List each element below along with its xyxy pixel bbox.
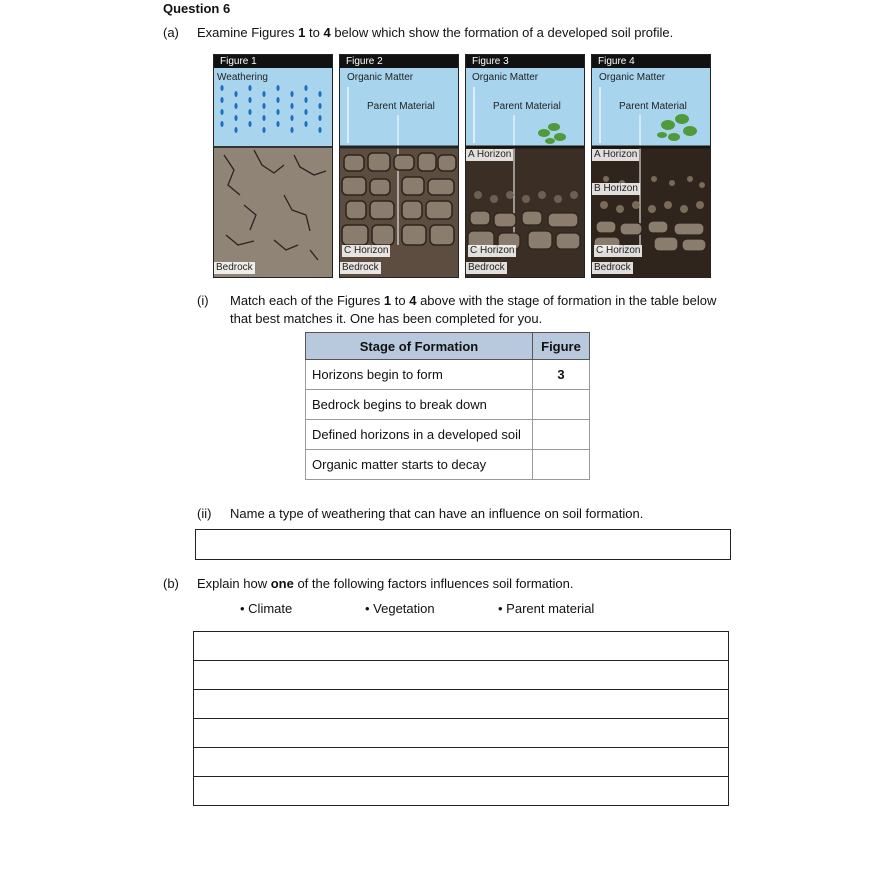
- figure-3-c-horizon-label: C Horizon: [470, 245, 515, 256]
- stage-cell: Horizons begin to form: [306, 360, 533, 390]
- figure-3: [465, 54, 585, 278]
- figure-2-organic-matter-label: Organic Matter: [347, 72, 414, 83]
- factor-parent-material: • Parent material: [498, 601, 595, 616]
- answer-line[interactable]: [194, 690, 728, 719]
- factor-climate: • Climate: [240, 601, 293, 616]
- figure-3-parent-material-label: Parent Material: [493, 101, 561, 112]
- figure-3-organic-matter-label: Organic Matter: [472, 72, 539, 83]
- answer-line[interactable]: [194, 719, 728, 748]
- part-ii-answer-box[interactable]: [195, 529, 731, 560]
- figure-4-bedrock-label: Bedrock: [594, 262, 631, 273]
- figure-1-illustration: [214, 55, 332, 277]
- figure-2: [339, 54, 459, 278]
- part-b-label: (b): [163, 576, 179, 591]
- figure-1-title: Figure 1: [214, 55, 332, 68]
- figure-4-title: Figure 4: [592, 55, 710, 68]
- part-i-label: (i): [197, 293, 209, 308]
- figure-answer-cell[interactable]: [533, 450, 590, 480]
- figure-1-bedrock-label: Bedrock: [216, 262, 253, 273]
- part-a-label: (a): [163, 25, 179, 40]
- figure-1-weathering-label: Weathering: [217, 72, 268, 83]
- figure-3-illustration: [466, 55, 584, 277]
- table-row: [306, 390, 590, 420]
- answer-line[interactable]: [194, 661, 728, 690]
- figure-3-title: Figure 3: [466, 55, 584, 68]
- figure-2-illustration: [340, 55, 458, 277]
- figure-4-a-horizon-label: A Horizon: [594, 149, 638, 160]
- stage-cell: Defined horizons in a developed soil: [306, 420, 533, 450]
- figure-1: [213, 54, 333, 278]
- figure-answer-cell: 3: [533, 360, 590, 390]
- figure-4-c-horizon-label: C Horizon: [596, 245, 641, 256]
- table-header-row: [306, 333, 590, 360]
- figure-4-illustration: [592, 55, 710, 277]
- figure-4-b-horizon-label: B Horizon: [594, 183, 638, 194]
- figure-header: Figure: [533, 333, 590, 360]
- figure-2-c-horizon-label: C Horizon: [344, 245, 389, 256]
- figure-4: [591, 54, 711, 278]
- table-row: [306, 450, 590, 480]
- part-ii-text: Name a type of weathering that can have an influence on soil formation.: [230, 506, 644, 521]
- answer-line[interactable]: [194, 777, 728, 805]
- figure-2-title: Figure 2: [340, 55, 458, 68]
- part-ii-label: (ii): [197, 506, 212, 521]
- stage-header: Stage of Formation: [306, 333, 533, 360]
- stage-cell: Bedrock begins to break down: [306, 390, 533, 420]
- figure-answer-cell[interactable]: [533, 390, 590, 420]
- figure-2-parent-material-label: Parent Material: [367, 101, 435, 112]
- table-row: [306, 360, 590, 390]
- figure-2-bedrock-label: Bedrock: [342, 262, 379, 273]
- stage-table: [305, 332, 590, 480]
- answer-line[interactable]: [194, 632, 728, 661]
- part-b-answer-area: [193, 631, 729, 806]
- figure-4-parent-material-label: Parent Material: [619, 101, 687, 112]
- question-title: Question 6: [163, 1, 231, 16]
- stage-cell: Organic matter starts to decay: [306, 450, 533, 480]
- part-i-line-1: Match each of the Figures 1 to 4 above with the stage of formation in the table below: [230, 293, 717, 308]
- figure-3-bedrock-label: Bedrock: [468, 262, 505, 273]
- part-i-line-2: that best matches it. One has been completed for you.: [230, 311, 543, 326]
- figure-4-organic-matter-label: Organic Matter: [599, 72, 666, 83]
- factor-vegetation: • Vegetation: [365, 601, 435, 616]
- part-a-intro: Examine Figures 1 to 4 below which show the formation of a developed soil profile.: [197, 25, 674, 40]
- figure-3-a-horizon-label: A Horizon: [468, 149, 512, 160]
- figure-answer-cell[interactable]: [533, 420, 590, 450]
- table-row: [306, 420, 590, 450]
- answer-line[interactable]: [194, 748, 728, 777]
- part-b-text: Explain how one of the following factors influences soil formation.: [197, 576, 574, 591]
